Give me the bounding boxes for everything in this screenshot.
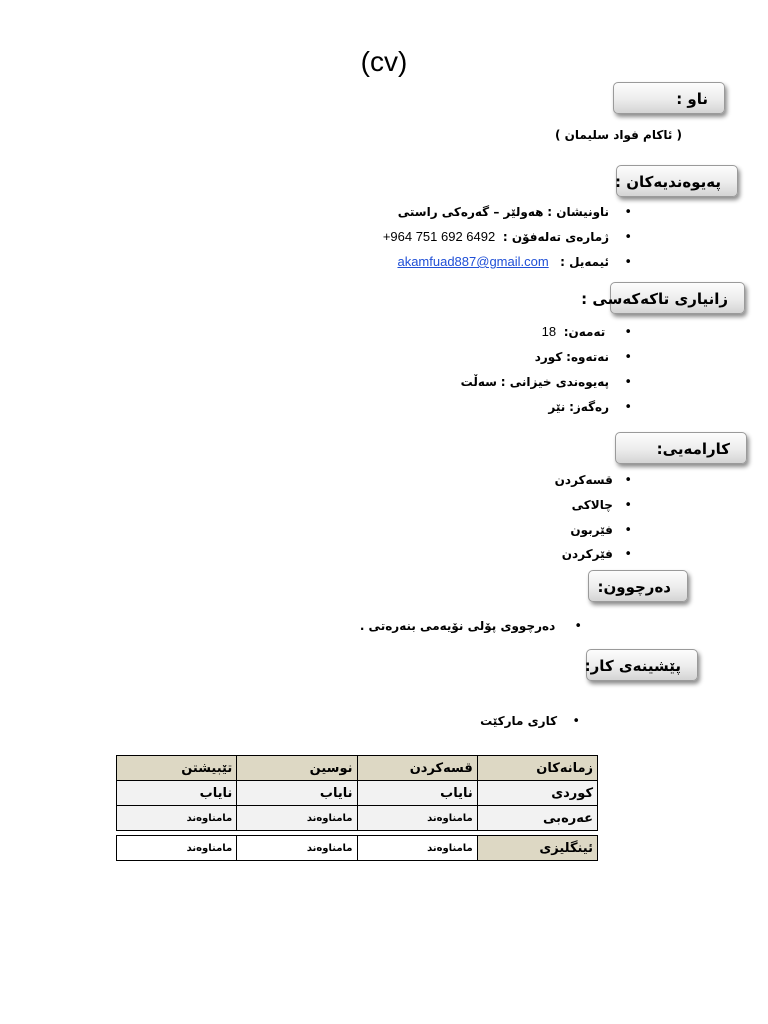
skill-item: • فێرکردن (561, 547, 632, 562)
name-value: ( ئاكام فواد سليمان ) (554, 128, 682, 142)
table-header-cell: تێبیشتن (117, 756, 237, 781)
table-cell: مامناوەند (117, 806, 237, 831)
section-heading-experience: پێشینەی کار: (586, 649, 698, 681)
bullet-icon: • (624, 523, 632, 538)
section-heading-education: دەرچوون: (588, 570, 688, 602)
bullet-icon: • (624, 547, 632, 562)
table-cell: نایاب (117, 781, 237, 806)
experience-item: • کاری مارکێت (480, 714, 580, 729)
bullet-icon: • (624, 230, 632, 245)
table-header-row (117, 756, 598, 781)
table-cell: مامناوەند (237, 836, 357, 861)
table-header-cell: قسەکردن (357, 756, 477, 781)
email-link[interactable]: akamfuad887@gmail.com (397, 254, 549, 269)
table-row (117, 781, 598, 806)
table-header-cell: زمانەکان (477, 756, 597, 781)
bullet-icon: • (624, 400, 632, 415)
table-header-cell: نوسین (237, 756, 357, 781)
personal-nationality: • نەتەوە: کورد (534, 350, 632, 365)
section-heading-personal: زانیاری تاکەکەسی : (610, 282, 745, 314)
bullet-icon: • (624, 473, 632, 488)
contact-address: • ناونیشان : هەولێر – گەرەکی راستی (397, 205, 632, 220)
personal-marital: • پەیوەندی خیزانی : سەڵت (460, 375, 632, 390)
table-cell: ئینگلیزی (477, 836, 597, 861)
personal-age: • تەمەن: 18 (541, 324, 632, 340)
bullet-icon: • (624, 325, 632, 340)
skill-item: • فێربون (570, 523, 632, 538)
table-cell: نایاب (237, 781, 357, 806)
bullet-icon: • (624, 498, 632, 513)
bullet-icon: • (572, 714, 580, 729)
skill-item: • قسەکردن (554, 473, 632, 488)
table-cell: مامناوەند (357, 836, 477, 861)
languages-table (116, 755, 598, 861)
education-item: • دەرچووی پۆلی نۆیەمی بنەرەتی . (359, 619, 582, 634)
section-heading-skills: کارامەیی: (615, 432, 747, 464)
bullet-icon: • (624, 205, 632, 220)
page-title: (cv) (360, 46, 408, 77)
bullet-icon: • (624, 375, 632, 390)
table-cell: مامناوەند (117, 836, 237, 861)
personal-gender: • رەگەز: نێر (548, 400, 632, 415)
contact-email: • ئیمەیل : akamfuad887@gmail.com (397, 254, 632, 270)
skill-item: • چالاکی (571, 498, 632, 513)
table-cell: عەرەبی (477, 806, 597, 831)
bullet-icon: • (574, 619, 582, 634)
bullet-icon: • (624, 350, 632, 365)
table-row (117, 836, 598, 861)
contact-phone: • ژمارەی تەلەفۆن : +964 751 692 6492 (382, 229, 632, 245)
table-cell: نایاب (357, 781, 477, 806)
section-heading-name: ناو : (613, 82, 725, 114)
section-heading-contact: پەیوەندیەکان : (616, 165, 738, 197)
table-cell: کوردی (477, 781, 597, 806)
bullet-icon: • (624, 255, 632, 270)
table-cell: مامناوەند (237, 806, 357, 831)
table-cell: مامناوەند (357, 806, 477, 831)
table-row (117, 806, 598, 831)
